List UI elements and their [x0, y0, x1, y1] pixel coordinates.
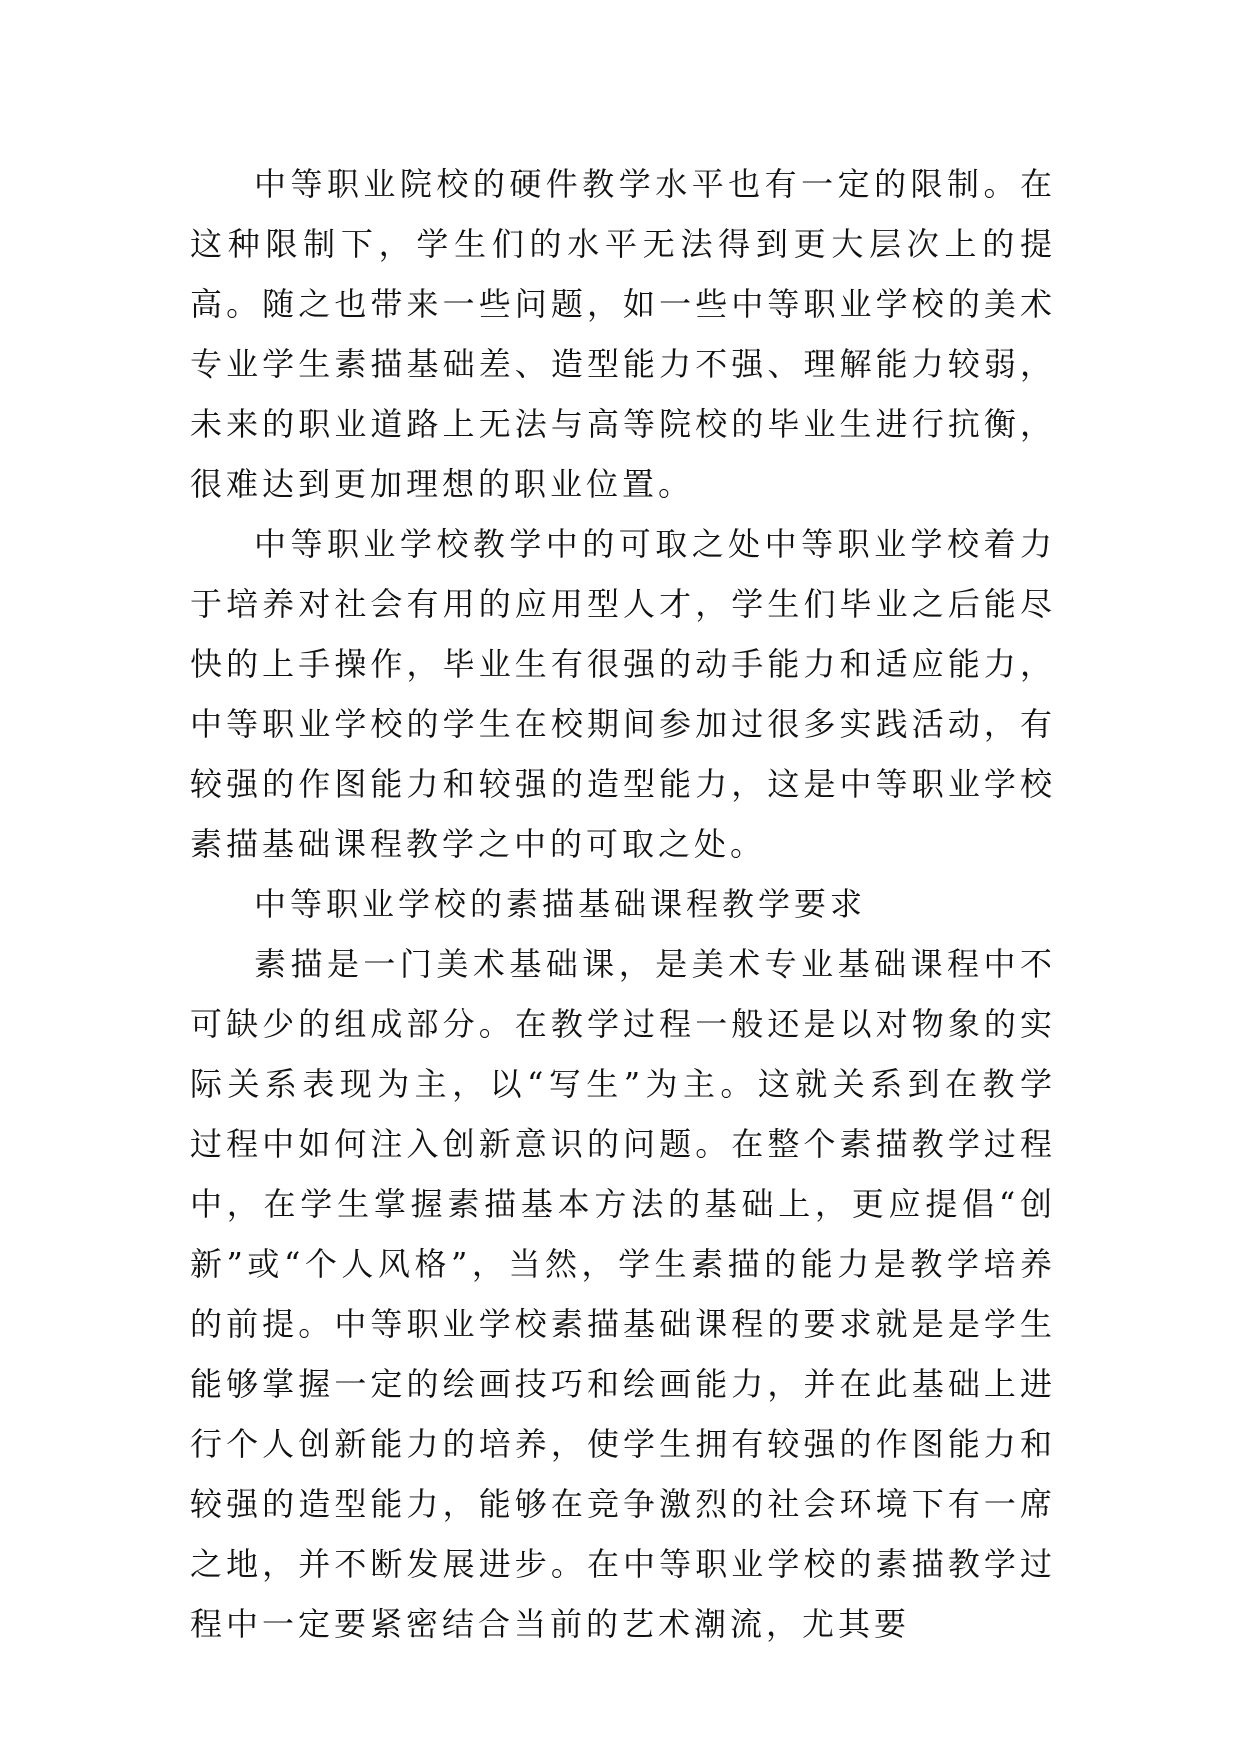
paragraph-hardware-limits: 中等职业院校的硬件教学水平也有一定的限制。在这种限制下，学生们的水平无法得到更大层次上的提高。随之也带来一些问题，如一些中等职业学校的美术专业学生素描基础差、造型能力不强、理解能力较弱，未来的职业道路上无法与高等院校的毕业生进行抗衡，很难达到更加理想的职业位置。: [190, 165, 1056, 503]
paragraph-strengths: 中等职业学校教学中的可取之处中等职业学校着力于培养对社会有用的应用型人才，学生们毕业之后能尽快的上手操作，毕业生有很强的动手能力和适应能力，中等职业学校的学生在校期间参加过很多实践活动，有较强的作图能力和较强的造型能力，这是中等职业学校素描基础课程教学之中的可取之处。: [190, 525, 1056, 863]
document-body: [190, 154, 1056, 1654]
section-heading-teaching-requirements: 中等职业学校的素描基础课程教学要求: [254, 885, 867, 923]
paragraph-sketch-course: 素描是一门美术基础课，是美术专业基础课程中不可缺少的组成部分。在教学过程一般还是以对物象的实际关系表现为主，以“写生”为主。这就关系到在教学过程中如何注入创新意识的问题。在整个素描教学过程中，在学生掌握素描基本方法的基础上，更应提倡“创新”或“个人风格”，当然，学生素描的能力是教学培养的前提。中等职业学校素描基础课程的要求就是是学生能够掌握一定的绘画技巧和绘画能力，并在此基础上进行个人创新能力的培养，使学生拥有较强的作图能力和较强的造型能力，能够在竞争激烈的社会环境下有一席之地，并不断发展进步。在中等职业学校的素描教学过程中一定要紧密结合当前的艺术潮流，尤其要: [190, 945, 1056, 1643]
